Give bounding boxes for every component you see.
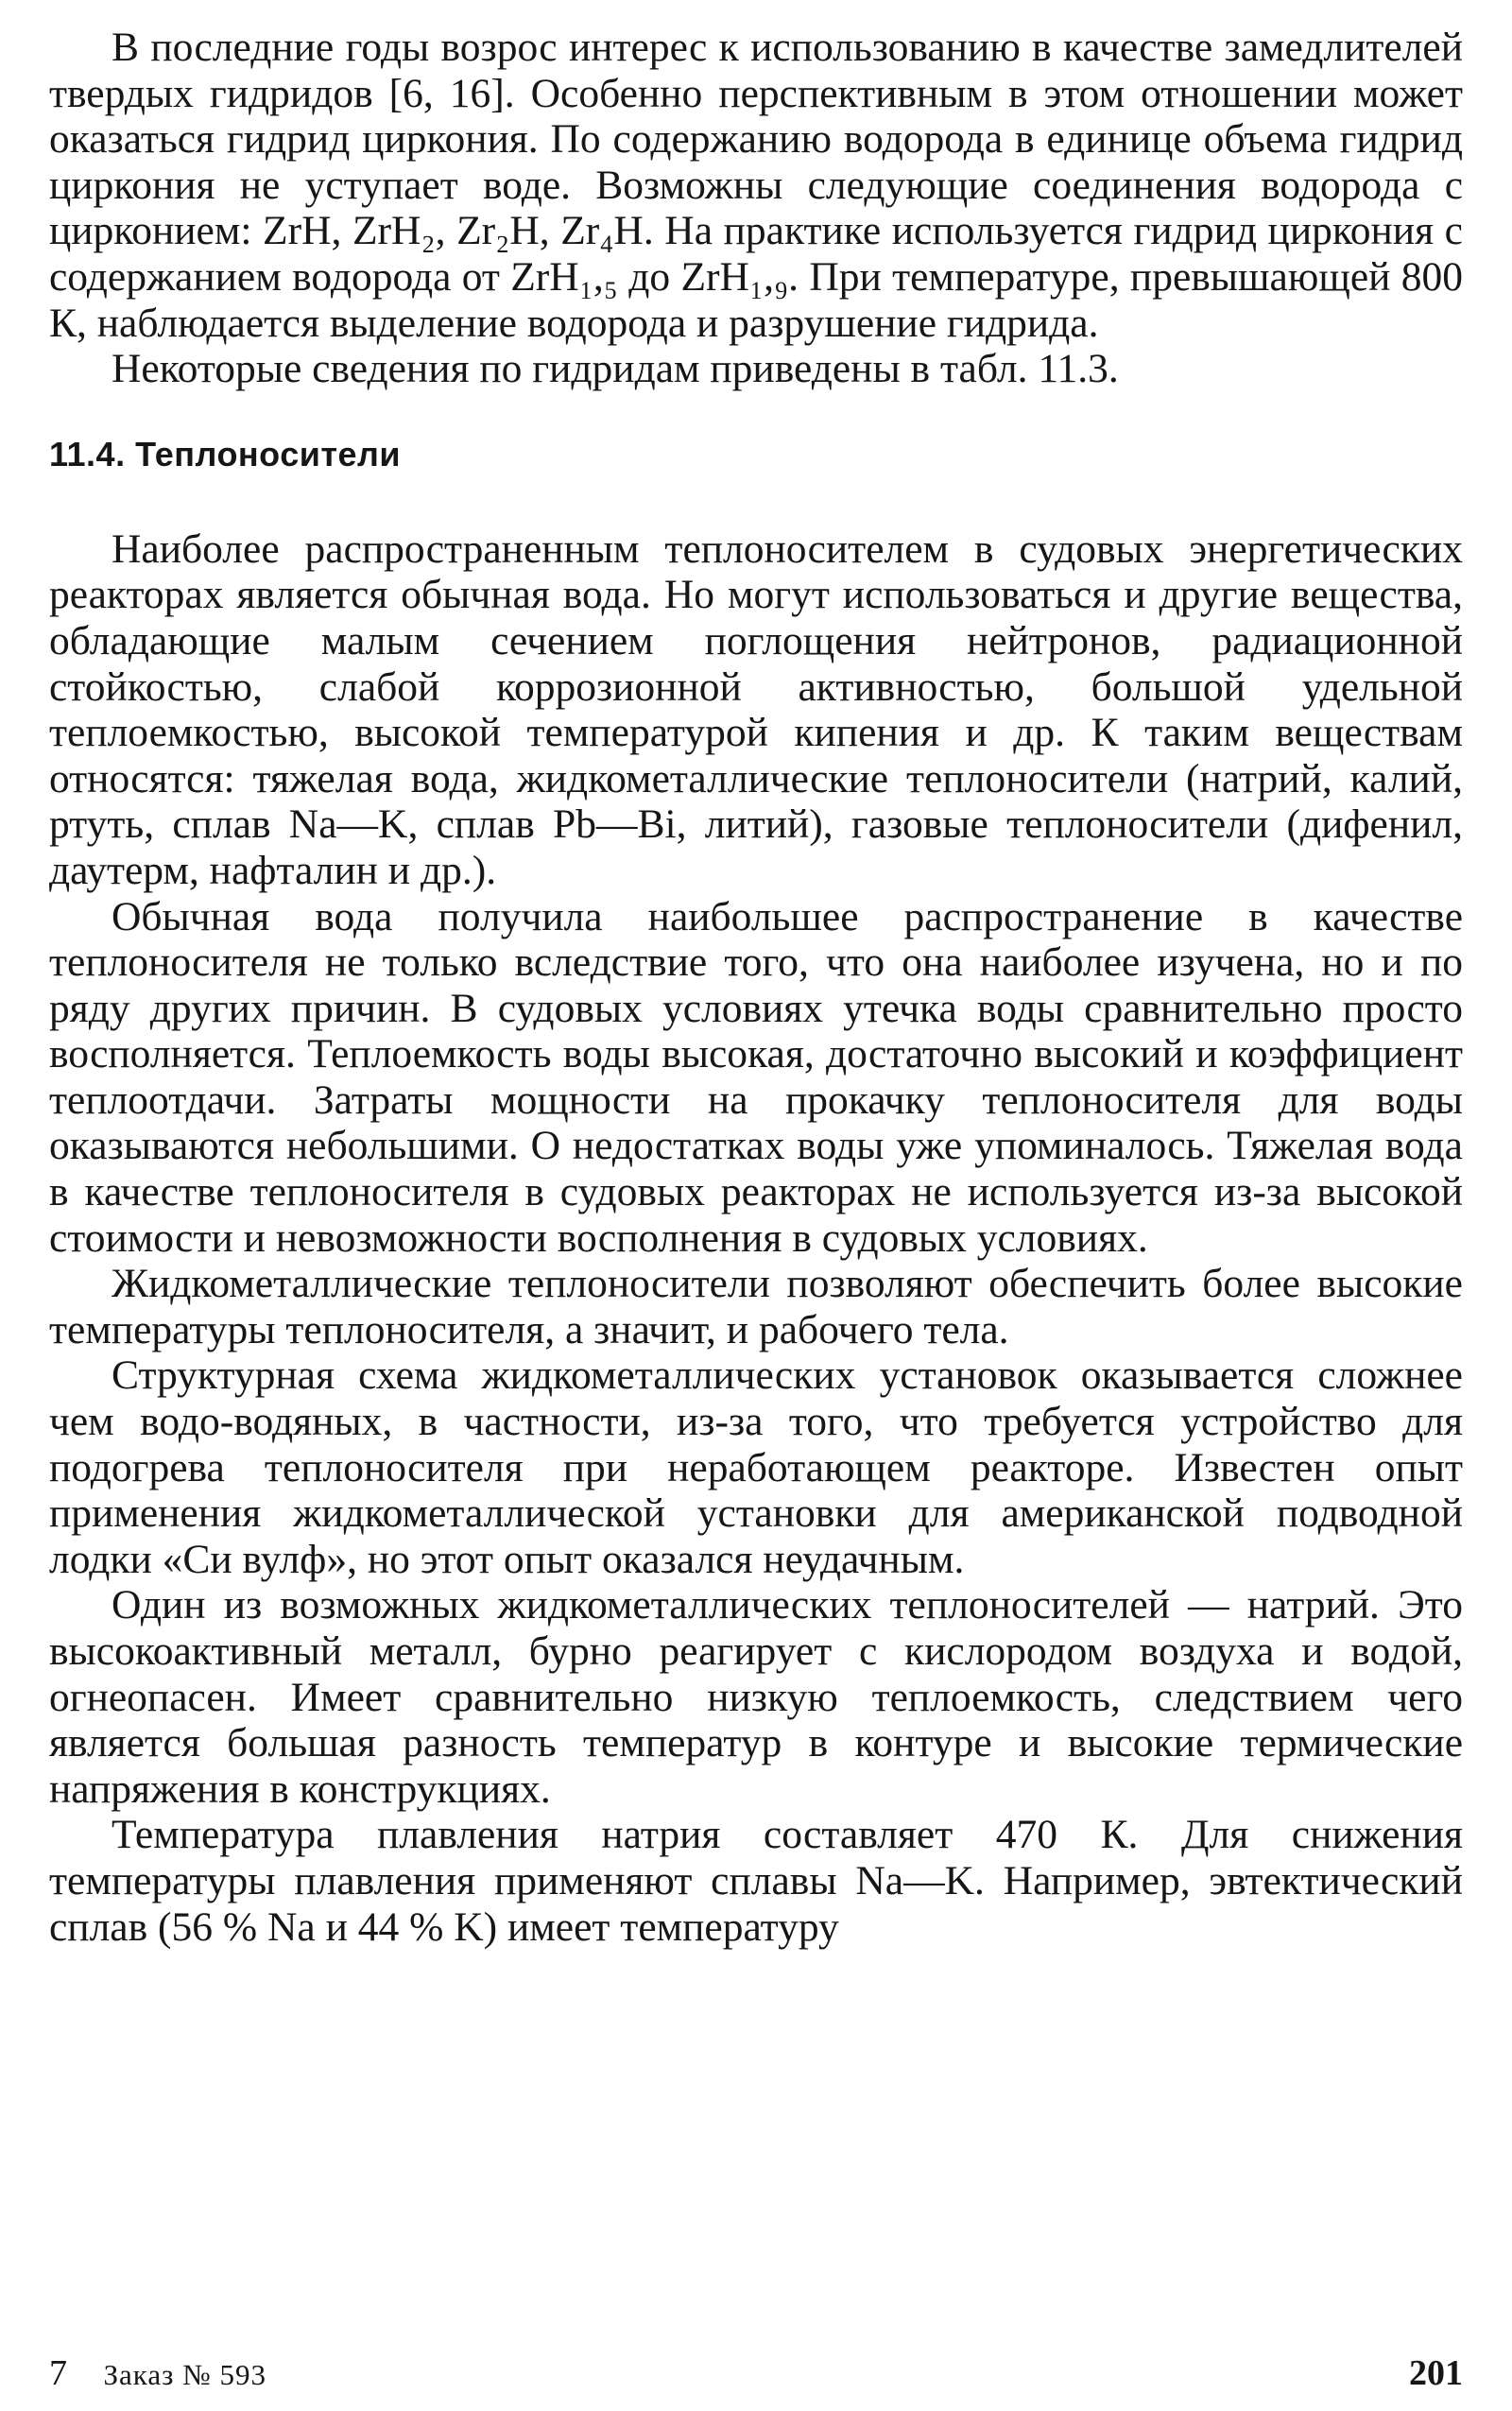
page-body bbox=[49, 25, 1463, 1950]
paragraph-liquid-metal: Жидкометаллические теплоносители позволяют обеспечить более высокие температуры теплоносителя, а значит, и рабочего тела. bbox=[49, 1261, 1463, 1352]
footer-signature bbox=[49, 2352, 266, 2394]
paragraph-coolants-overview: Наиболее распространенным теплоносителем в судовых энергетических реакторах является обычная вода. Но могут использоваться и другие вещества, обладающие малым сечением поглощения нейтронов, радиационной стойкостью, слабой коррозионной активностью, большой удельной теплоемкостью, высокой температурой кипения и др. К таким веществам относятся: тяжелая вода, жидкометаллические теплоносители (натрий, калий, ртуть, сплав Na—K, сплав Pb—Bi, литий), газовые теплоносители (дифенил, даутерм, нафталин и др.). bbox=[49, 525, 1463, 893]
paragraph-moderators-hydrides: В последние годы возрос интерес к использованию в качестве замедлителей твердых гидридов [6, 16]. Особенно перспективным в этом отношении может оказаться гидрид циркония. По содержанию водорода в единице объема гидрид циркония не уступает воде. Возможны следующие соединения водорода с цирконием: ZrH, ZrH₂, Zr₂H, Zr₄H. На практике используется гидрид циркония с содержанием водорода от ZrH₁,₅ до ZrH₁,₉. При температуре, превышающей 800 К, наблюдается выделение водорода и разрушение гидрида. bbox=[49, 25, 1463, 346]
page-number: 201 bbox=[1409, 2353, 1463, 2393]
signature-number: 7 bbox=[49, 2353, 67, 2393]
paragraph-sodium: Один из возможных жидкометаллических теплоносителей — натрий. Это высокоактивный металл, бурно реагирует с кислородом воздуха и водой, огнеопасен. Имеет сравнительно низкую теплоемкость, следствием чего является большая разность температур в контуре и высокие термические напряжения в конструкциях. bbox=[49, 1582, 1463, 1812]
page-footer bbox=[49, 2352, 1463, 2394]
paragraph-structural-scheme: Структурная схема жидкометаллических установок оказывается сложнее чем водо-водяных, в частности, из-за того, что требуется устройство для подогрева теплоносителя при неработающем реакторе. Известен опыт применения жидкометаллической установки для американской подводной лодки «Си вулф», но этот опыт оказался неудачным. bbox=[49, 1352, 1463, 1582]
paragraph-ordinary-water: Обычная вода получила наибольшее распространение в качестве теплоносителя не только вследствие того, что она наиболее изучена, но и по ряду других причин. В судовых условиях утечка воды сравнительно просто восполняется. Теплоемкость воды высокая, достаточно высокий и коэффициент теплоотдачи. Затраты мощности на прокачку теплоносителя для воды оказываются небольшими. О недостатках воды уже упоминалось. Тяжелая вода в качестве теплоносителя в судовых реакторах не используется из-за высокой стоимости и невозможности восполнения в судовых условиях. bbox=[49, 893, 1463, 1261]
paragraph-table-reference: Некоторые сведения по гидридам приведены в табл. 11.3. bbox=[112, 346, 1119, 392]
section-heading: 11.4. Теплоносители bbox=[49, 434, 401, 474]
order-label: Заказ № 593 bbox=[103, 2358, 266, 2391]
paragraph-melting-point: Температура плавления натрия составляет 470 К. Для снижения температуры плавления применяют сплавы Na—K. Например, эвтектический сплав (56 % Na и 44 % K) имеет температуру bbox=[49, 1812, 1463, 1950]
